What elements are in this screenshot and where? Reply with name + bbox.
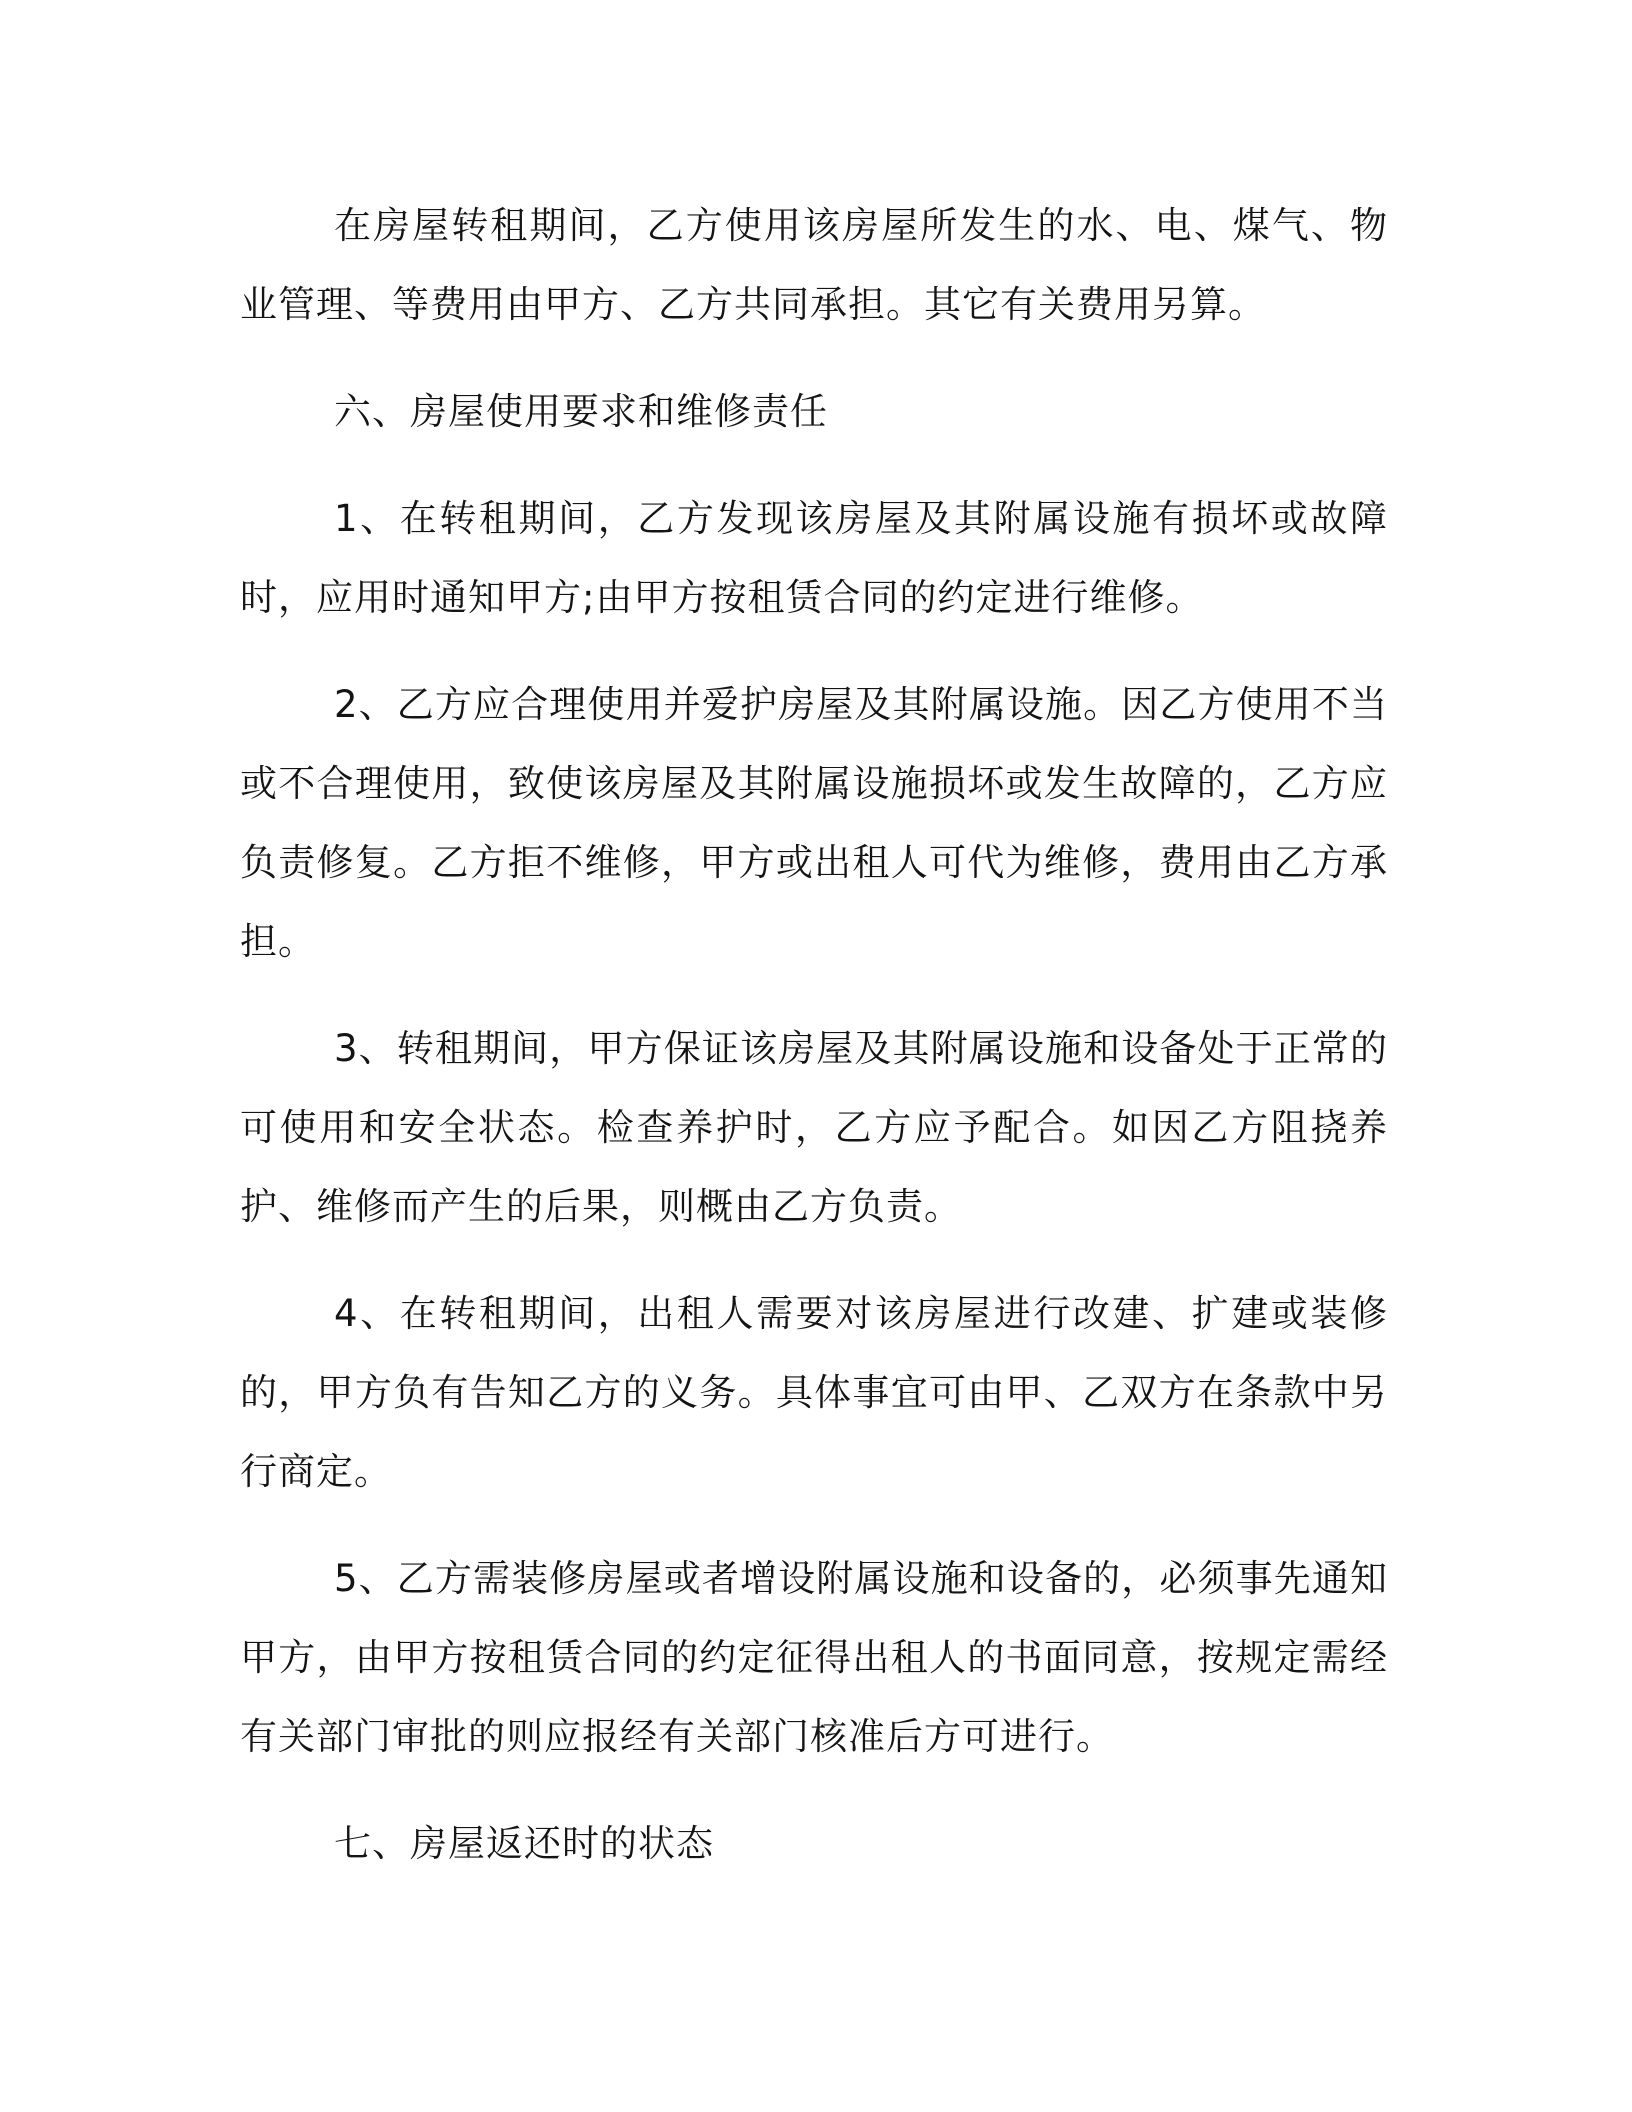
clause-2: 2、乙方应合理使用并爱护房屋及其附属设施。因乙方使用不当或不合理使用，致使该房屋及其附属设施损坏或发生故障的，乙方应负责修复。乙方拒不维修，甲方或出租人可代为维修，费用由乙方承担。: [240, 683, 1388, 963]
document-body: [240, 186, 1388, 1911]
paragraph-utility-costs: 在房屋转租期间，乙方使用该房屋所发生的水、电、煤气、物业管理、等费用由甲方、乙方共同承担。其它有关费用另算。: [240, 204, 1388, 326]
clause-5: 5、乙方需装修房屋或者增设附属设施和设备的，必须事先通知甲方，由甲方按租赁合同的约定征得出租人的书面同意，按规定需经有关部门审批的则应报经有关部门核准后方可进行。: [240, 1557, 1388, 1758]
clause-4: 4、在转租期间，出租人需要对该房屋进行改建、扩建或装修的，甲方负有告知乙方的义务。具体事宜可由甲、乙双方在条款中另行商定。: [240, 1292, 1388, 1493]
section-heading-7: 七、房屋返还时的状态: [334, 1822, 714, 1865]
clause-1: 1、在转租期间，乙方发现该房屋及其附属设施有损坏或故障时，应用时通知甲方;由甲方按租赁合同的约定进行维修。: [240, 497, 1388, 619]
clause-3: 3、转租期间，甲方保证该房屋及其附属设施和设备处于正常的可使用和安全状态。检查养护时，乙方应予配合。如因乙方阻挠养护、维修而产生的后果，则概由乙方负责。: [240, 1027, 1388, 1228]
section-heading-6: 六、房屋使用要求和维修责任: [334, 390, 828, 433]
